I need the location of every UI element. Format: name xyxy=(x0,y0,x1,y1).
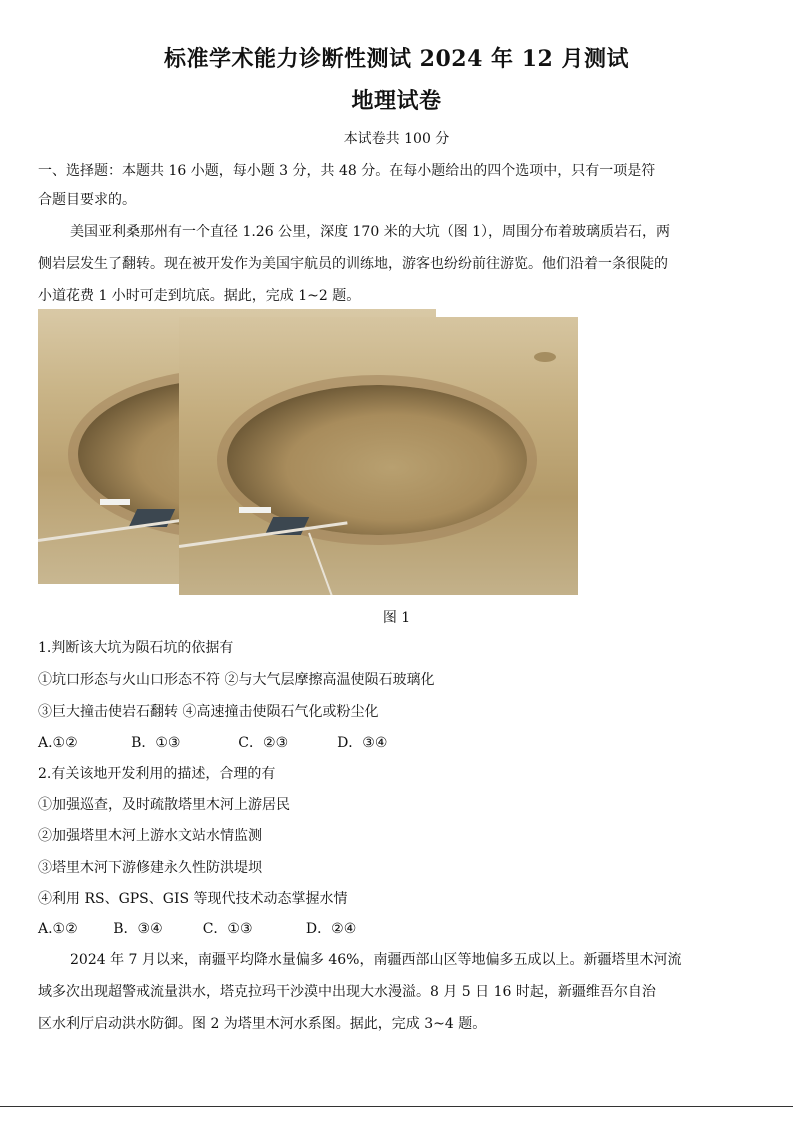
passage1-line3: 小道花费 1 小时可走到坑底。据此，完成 1~2 题。 xyxy=(38,288,361,304)
section-instruction-1: 一、选择题：本题共 16 小题，每小题 3 分，共 48 分。在每小题给出的四个选项中，只有一项是符 xyxy=(38,163,656,179)
q1-choices: A.①② B．①③ C．②③ D．③④ xyxy=(38,735,388,751)
page-bottom-rule xyxy=(0,1106,793,1107)
q2-choices: A.①② B．③④ C．①③ D．②④ xyxy=(38,921,357,937)
crater-photo xyxy=(179,317,578,595)
passage2-line1: 2024 年 7 月以来，南疆平均降水量偏多 46%，南疆西部山区等地偏多五成以上。新疆塔里木河流 xyxy=(70,952,682,968)
q1-options-1-2: ①坑口形态与火山口形态不符 ②与大气层摩擦高温使陨石玻璃化 xyxy=(38,672,435,688)
passage1-line1: 美国亚利桑那州有一个直径 1.26 公里，深度 170 米的大坑（图 1），周围分布着玻璃质岩石，两 xyxy=(70,224,671,240)
q2-option-4: ④利用 RS、GPS、GIS 等现代技术动态掌握水情 xyxy=(38,891,348,907)
q2-option-1: ①加强巡查，及时疏散塔里木河上游居民 xyxy=(38,797,290,813)
subject-title: 地理试卷 xyxy=(351,88,442,114)
section-instruction-2: 合题目要求的。 xyxy=(38,192,136,208)
figure-caption: 图 1 xyxy=(382,610,411,626)
q2-stem: 2.有关该地开发利用的描述，合理的有 xyxy=(38,766,276,782)
q1-stem: 1.判断该大坑为陨石坑的依据有 xyxy=(38,640,234,656)
q2-option-2: ②加强塔里木河上游水文站水情监测 xyxy=(38,828,262,844)
passage2-line2: 域多次出现超警戒流量洪水，塔克拉玛干沙漠中出现大水漫溢。8 月 5 日 16 时起，新疆维吾尔自治 xyxy=(38,984,656,1000)
q1-options-3-4: ③巨大撞击使岩石翻转 ④高速撞击使陨石气化或粉尘化 xyxy=(38,704,379,720)
q2-option-3: ③塔里木河下游修建永久性防洪堤坝 xyxy=(38,860,262,876)
passage1-line2: 侧岩层发生了翻转。现在被开发作为美国宇航员的训练地，游客也纷纷前往游览。他们沿着一条很陡的 xyxy=(38,256,668,272)
total-score: 本试卷共 100 分 xyxy=(343,131,450,147)
passage2-line3: 区水利厅启动洪水防御。图 2 为塔里木河水系图。据此，完成 3~4 题。 xyxy=(38,1016,487,1032)
exam-title: 标准学术能力诊断性测试 2024 年 12 月测试 xyxy=(164,46,629,72)
